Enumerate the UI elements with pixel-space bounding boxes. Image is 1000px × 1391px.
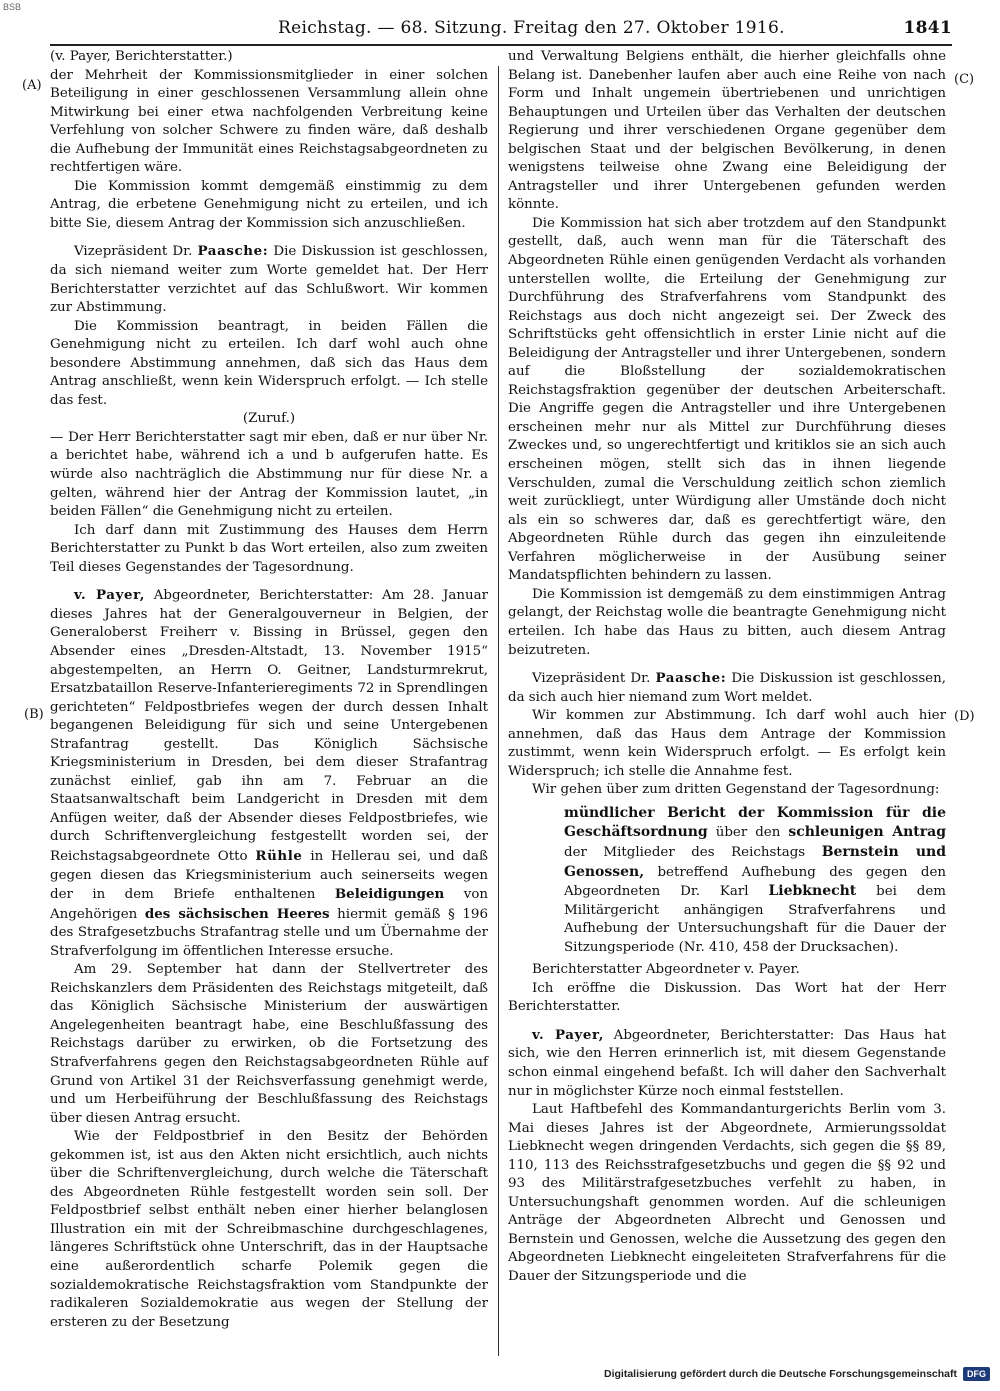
- margin-marker-b: (B): [24, 707, 44, 722]
- speech-text: hiermit gemäß § 196 des Strafgesetzbuchs Strafantrag stelle und um Übernahme der Strafverfolgung im öffentlichen Interesse ersuche.: [50, 906, 488, 959]
- speech-text: Die Diskussion ist geschlossen, da sich niemand weiter zum Worte gemeldet hat. Der Herr Berichterstatter verzichtet auf das Schlußwort. Wir kommen zur Abstimmung.: [50, 244, 488, 316]
- agenda-text: über den: [715, 825, 781, 841]
- emphasis: Rühle: [255, 847, 303, 864]
- speaker-name: v. Payer,: [74, 587, 146, 604]
- page-header: [50, 18, 952, 42]
- library-mark: BSB: [3, 2, 22, 12]
- agenda-text: der Mitglieder des Reichstags: [564, 844, 806, 860]
- paragraph-vizepraesident: [50, 242, 488, 317]
- paragraph: Die Kommission kommt demgemäß einstimmig zu dem Antrag, die erbetene Genehmigung nicht zu erteilen, und ich bitte Sie, diesem Antrag der Kommission sich anzuschließen.: [50, 178, 488, 231]
- dfg-logo: DFG: [963, 1367, 990, 1381]
- speech-text: in Hellerau sei, und daß gegen diesen das Kriegsministerium auch seinerseits wegen der in dem Briefe enthaltenen: [50, 848, 488, 903]
- paragraph: der Mehrheit der Kommissionsmitglieder in einer solchen Beteiligung in einer geschlossenen Versammlung allein ohne Mitwirkung bei einer etwa nachfolgenden Verbreitung keine Verfehlung von solcher Schwere zu finden wäre, daß deshalb die Aufhebung der Immunität eines Reichstagsabgeordneten zu rechtfertigen wäre.: [50, 67, 488, 176]
- agenda-item: [564, 804, 946, 957]
- emphasis: des sächsischen Heeres: [144, 905, 330, 922]
- speech-text: Abgeordneter, Berichterstatter: Das Haus hat sich, wie den Herren erinnerlich ist, mit diesem Gegenstande schon einmal eingehend befaßt. Ich will daher den Sachverhalt nur in möglichster Kürze noch einmal feststellen.: [508, 1027, 946, 1099]
- left-column: [50, 48, 488, 1332]
- speech-text: Die Diskussion ist geschlossen, da sich auch hier niemand zum Wort meldet.: [508, 671, 946, 705]
- agenda-emphasis: Liebknecht: [768, 883, 857, 900]
- agenda-text: bei dem Militärgericht anhängigen Strafverfahrens und Aufhebung der Untersuchungshaft für die Dauer der Sitzungsperiode (Nr. 410, 458 der Drucksachen).: [564, 884, 946, 955]
- footer-credit: [604, 1367, 990, 1381]
- header-rule: [50, 44, 952, 46]
- column-separator: [498, 66, 499, 1356]
- paragraph: Wir kommen zur Abstimmung. Ich darf wohl auch hier annehmen, daß das Haus dem Antrage der Kommission zustimmt, wenn kein Widerspruch erfolgt. — Es erfolgt kein Widerspruch; ich stelle die Annahme fest.: [508, 708, 946, 779]
- paragraph: und Verwaltung Belgiens enthält, die hierher gleichfalls ohne Belang ist. Danebenher laufen aber auch eine Reihe von nach Form und Inhalt ungemein übertriebenen und unrichtigen Behauptungen und Urteilen über das Verhalten der deutschen Regierung und ihrer verschiedenen Organe gegenüber dem belgischen Staat und der belgischen Bevölkerung, in denen wenigstens teilweise ohne Zwang eine Beleidigung der Antragsteller und ihrer Untergebenen gefunden werden könnte.: [508, 49, 946, 213]
- running-title: Reichstag. — 68. Sitzung. Freitag den 27. Oktober 1916.: [278, 18, 785, 38]
- margin-marker-a: (A): [22, 78, 42, 93]
- speech-text: von Angehörigen: [50, 887, 489, 922]
- emphasis: Beleidigungen: [334, 886, 445, 903]
- agenda-text: betreffend Aufhebung des gegen den Abgeordneten Dr. Karl: [564, 864, 946, 900]
- paragraph: Die Kommission beantragt, in beiden Fällen die Genehmigung nicht zu erteilen. Ich darf wohl auch ohne besondere Abstimmung annehmen, daß sich das Haus dem Antrag anschließt, wenn kein Widerspruch erfolgt. — Ich stelle das fest.: [50, 318, 488, 408]
- footer-text: Digitalisierung gefördert durch die Deutsche Forschungsgemeinschaft: [604, 1368, 957, 1380]
- margin-marker-d: (D): [954, 709, 975, 724]
- right-column: [508, 48, 946, 1287]
- agenda-emphasis: Bernstein und Genossen,: [564, 843, 946, 880]
- paragraph: Wie der Feldpostbrief in den Besitz der Behörden gekommen ist, ist aus den Akten nicht ersichtlich, auch nichts über die Schriftenvergleichung, durch welche die Täterschaft des Abgeordneten Rühle festgestellt worden sein soll. Der Feldpostbrief selbst enthält neben einer hierher belanglosen Illustration ein mit der Schreibmaschine durchgeschlagenes, längeres Schriftstück ohne Unterschrift, das in der Hauptsache eine außerordentlich scharfe Polemik gegen die sozialdemokratische Reichstagsfraktion vom Standpunkte der radikaleren Sozialdemokratie aus wegen der Stellung der ersteren zu der Besetzung: [50, 1129, 488, 1330]
- paragraph-vizepraesident: [508, 669, 946, 707]
- agenda-title: mündlicher Bericht der Kommission für die Geschäftsordnung: [564, 804, 946, 841]
- paragraph: Am 29. September hat dann der Stellvertreter des Reichskanzlers dem Präsidenten des Reichstags mitgeteilt, daß das Königlich Sächsische Ministerium der auswärtigen Angelegenheiten beantragt habe, eine Beschlußfassung des Reichstags darüber zu erwirken, ob die Fortsetzung des Strafverfahrens gegen den Reichstagsabgeordneten Rühle auf Grund von Artikel 31 der Reichsverfassung genehmigt werde, und um Herbeiführung der Beschlußfassung des Reichstags über diesen Antrag ersucht.: [50, 962, 488, 1126]
- paragraph: Die Kommission hat sich aber trotzdem auf den Standpunkt gestellt, daß, auch wenn man für die Täterschaft des Abgeordneten Rühle einen genügenden Verdacht als vorhanden unterstellen wollte, die Erteilung der Genehmigung zur Durchführung des Strafverfahrens vom Standpunkt des Reichstags aus doch nicht angezeigt sei. Der Zweck des Schriftstücks geht offensichtlich in erster Linie nicht auf die Beleidigung der Antragsteller und ihrer Untergebenen, sondern auf die Bloßstellung der sozialdemokratischen Reichstagsfraktion gegenüber der deutschen Arbeiterschaft. Die Angriffe gegen die Antragsteller und ihre Untergebenen erscheinen mehr nur als Mittel zur Durchführung dieses Zweckes und, so ungerechtfertigt und kritiklos sie an sich auch erscheinen mögen, stellt sich das in ihnen liegende Verschulden, zumal die Verschuldung zeitlich schon ziemlich weit zurückliegt, unter Würdigung aller Umstände doch nicht als ein so schweres dar, daß es gerechtfertigt wäre, den Abgeordneten Rühle durch das gegen ihn einzuleitende Verfahren möglicherweise in der Ausübung seiner Mandatspflichten behindern zu lassen.: [508, 215, 946, 584]
- speaker-name: Paasche:: [655, 670, 727, 687]
- paragraph: Ich darf dann mit Zustimmung des Hauses dem Herrn Berichterstatter zu Punkt b das Wort erteilen, also zum zweiten Teil dieses Gegenstandes der Tagesordnung.: [50, 522, 488, 575]
- paragraph: Wir gehen über zum dritten Gegenstand der Tagesordnung:: [532, 782, 940, 798]
- speaker-title: Vizepräsident Dr.: [74, 244, 193, 260]
- speaker-name: v. Payer,: [532, 1026, 604, 1043]
- speaker-note: (v. Payer, Berichterstatter.): [50, 49, 233, 64]
- speaker-name: Paasche:: [197, 243, 269, 260]
- speech-text: Abgeordneter, Berichterstatter: Am 28. Januar dieses Jahres hat der Generalgouverneur in Belgien, der Generaloberst Freiherr v. Bissing in Brüssel, gegen den Absender eines „Dresden-Altstadt, 13. November 1915“ abgestempelten, an Herrn O. Geitner, Landsturmrekrut, Ersatzbataillon Reserve-Infanterieregiments 72 in Sprendlingen gerichteten“ Feldpostbriefes wegen der durch dessen Inhalt begangenen Beleidigung für sich und seine Untergebenen Strafantrag gestellt. Das Königlich Sächsische Kriegsministerium in Dresden, bei dem dieser Strafantrag zunächst einlief, gab ihn am 7. Februar an die Staatsanwaltschaft beim Landgericht in Dresden mit dem Anfügen weiter, daß der Absender dieses Feldpostbriefes, wie durch Schriftenvergleichung festgestellt worden sei, der Reichstagsabgeordnete Otto: [50, 588, 488, 864]
- paragraph-payer: [50, 586, 488, 961]
- paragraph: Die Kommission ist demgemäß zu dem einstimmigen Antrag gelangt, der Reichstag wolle die beantragte Genehmigung nicht erteilen. Ich habe das Haus zu bitten, auch diesem Antrag beizutreten.: [508, 586, 946, 658]
- agenda-emphasis: schleunigen Antrag: [788, 824, 947, 841]
- paragraph: Ich eröffne die Diskussion. Das Wort hat der Herr Berichterstatter.: [508, 980, 946, 1015]
- paragraph: Laut Haftbefehl des Kommandanturgerichts Berlin vom 3. Mai dieses Jahres ist der Abgeordnete, Armierungssoldat Liebknecht wegen dringenden Verdachts, sich gegen die §§ 89, 110, 113 des Reichsstrafgesetzbuchs und gegen die §§ 92 und 93 des Militärstrafgesetzbuches verfehlt zu haben, in Untersuchungshaft genommen worden. Auf die schleunigen Anträge der Abgeordneten Albrecht und Genossen und Bernstein und Genossen, welche die Aussetzung des gegen den Abgeordneten Liebknecht eingeleiteten Strafverfahrens für die Dauer der Sitzungsperiode und die: [508, 1102, 946, 1284]
- page-number: 1841: [903, 18, 952, 38]
- speaker-title: Vizepräsident Dr.: [532, 671, 651, 687]
- interjection: (Zuruf.): [242, 411, 296, 427]
- paragraph-payer: [508, 1026, 946, 1101]
- margin-marker-c: (C): [954, 72, 975, 87]
- paragraph: Berichterstatter Abgeordneter v. Payer.: [532, 962, 800, 978]
- paragraph: — Der Herr Berichterstatter sagt mir eben, daß er nur über Nr. a berichtet habe, während ich a und b aufgerufen hatte. Es würde also nachträglich die Abstimmung nur für diese Nr. a gelten, während hier der Antrag der Kommission lautet, „in beiden Fällen“ die Genehmigung nicht zu erteilen.: [50, 429, 488, 520]
